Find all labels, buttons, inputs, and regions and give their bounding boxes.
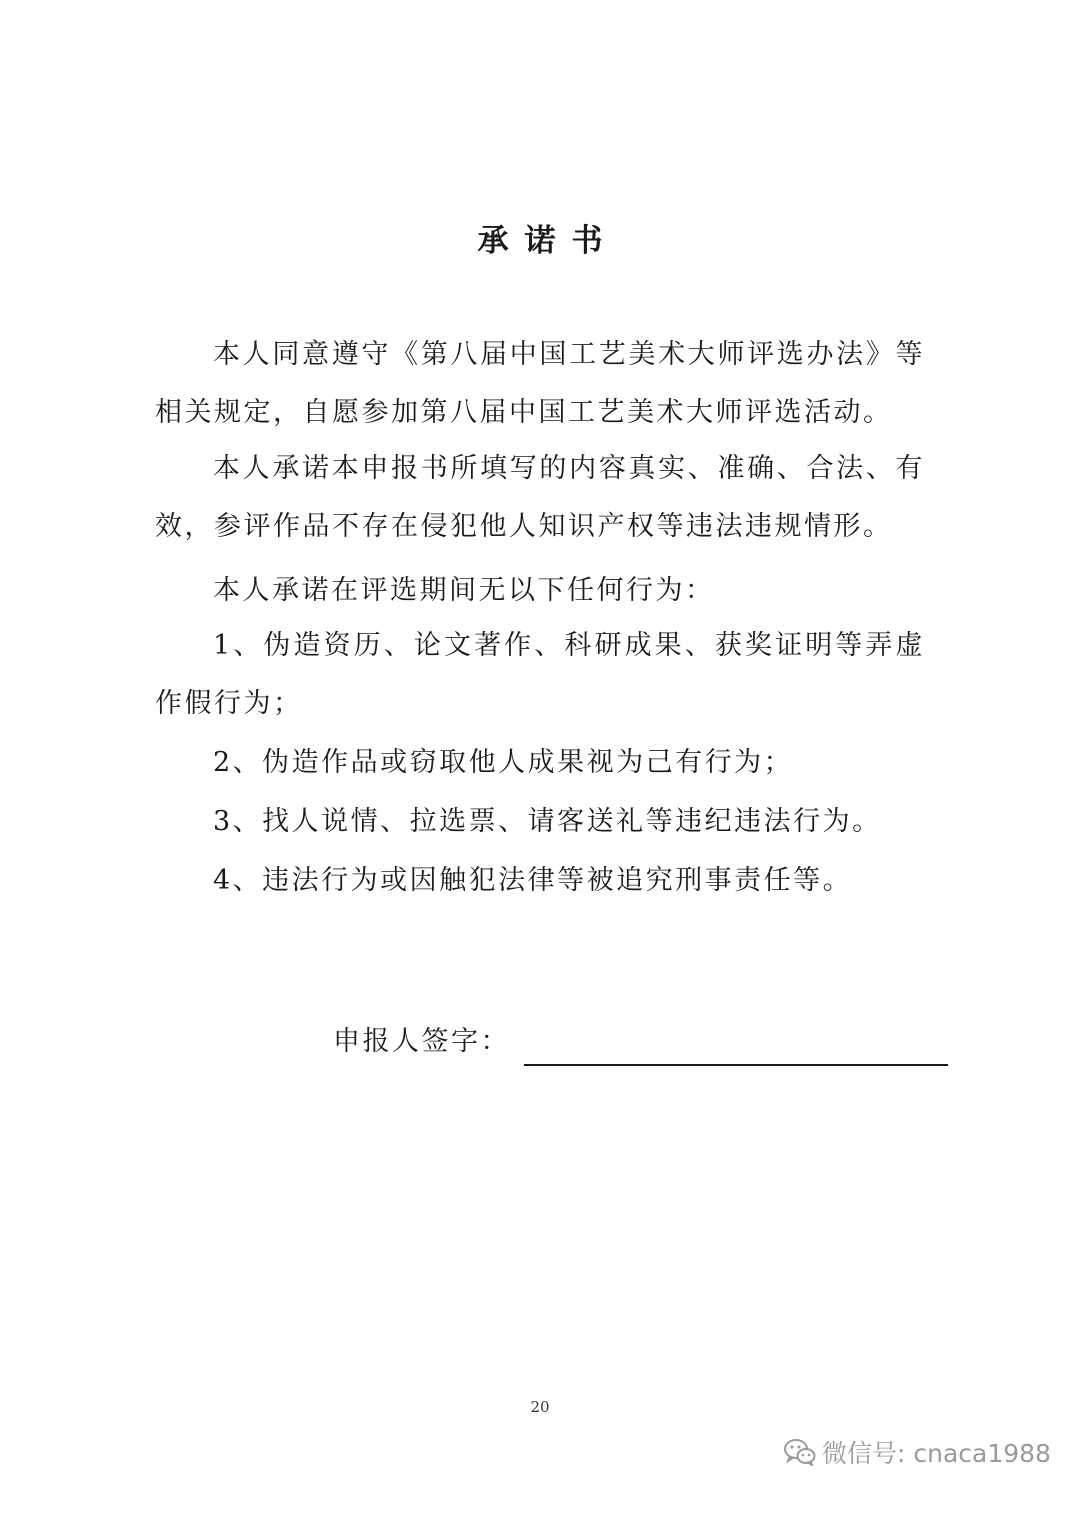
watermark-text: 微信号: cnaca1988 <box>822 1439 1051 1468</box>
signature-label: 申报人签字： <box>333 1026 510 1057</box>
page-number: 20 <box>530 1398 550 1416</box>
watermark <box>784 1434 1051 1470</box>
signature-block <box>333 1018 948 1066</box>
document-title: 承诺书 <box>477 223 619 259</box>
signature-line <box>524 1028 948 1066</box>
list-item-1: 1、伪造资历、论文著作、科研成果、获奖证明等弄虚作假行为； <box>155 630 925 719</box>
paragraph-truthfulness: 本人承诺本申报书所填写的内容真实、准确、合法、有效，参评作品不存在侵犯他人知识产权等违法违规情形。 <box>155 453 925 542</box>
list-item-4: 4、违法行为或因触犯法律等被追究刑事责任等。 <box>213 865 853 896</box>
list-item-2: 2、伪造作品或窃取他人成果视为己有行为； <box>213 747 794 778</box>
paragraph-no-misconduct-intro: 本人承诺在评选期间无以下任何行为： <box>213 575 715 606</box>
wechat-icon <box>784 1438 816 1466</box>
paragraph-agreement: 本人同意遵守《第八届中国工艺美术大师评选办法》等相关规定，自愿参加第八届中国工艺美术大师评选活动。 <box>155 339 925 428</box>
list-item-3: 3、找人说情、拉选票、请客送礼等违纪违法行为。 <box>213 806 882 837</box>
